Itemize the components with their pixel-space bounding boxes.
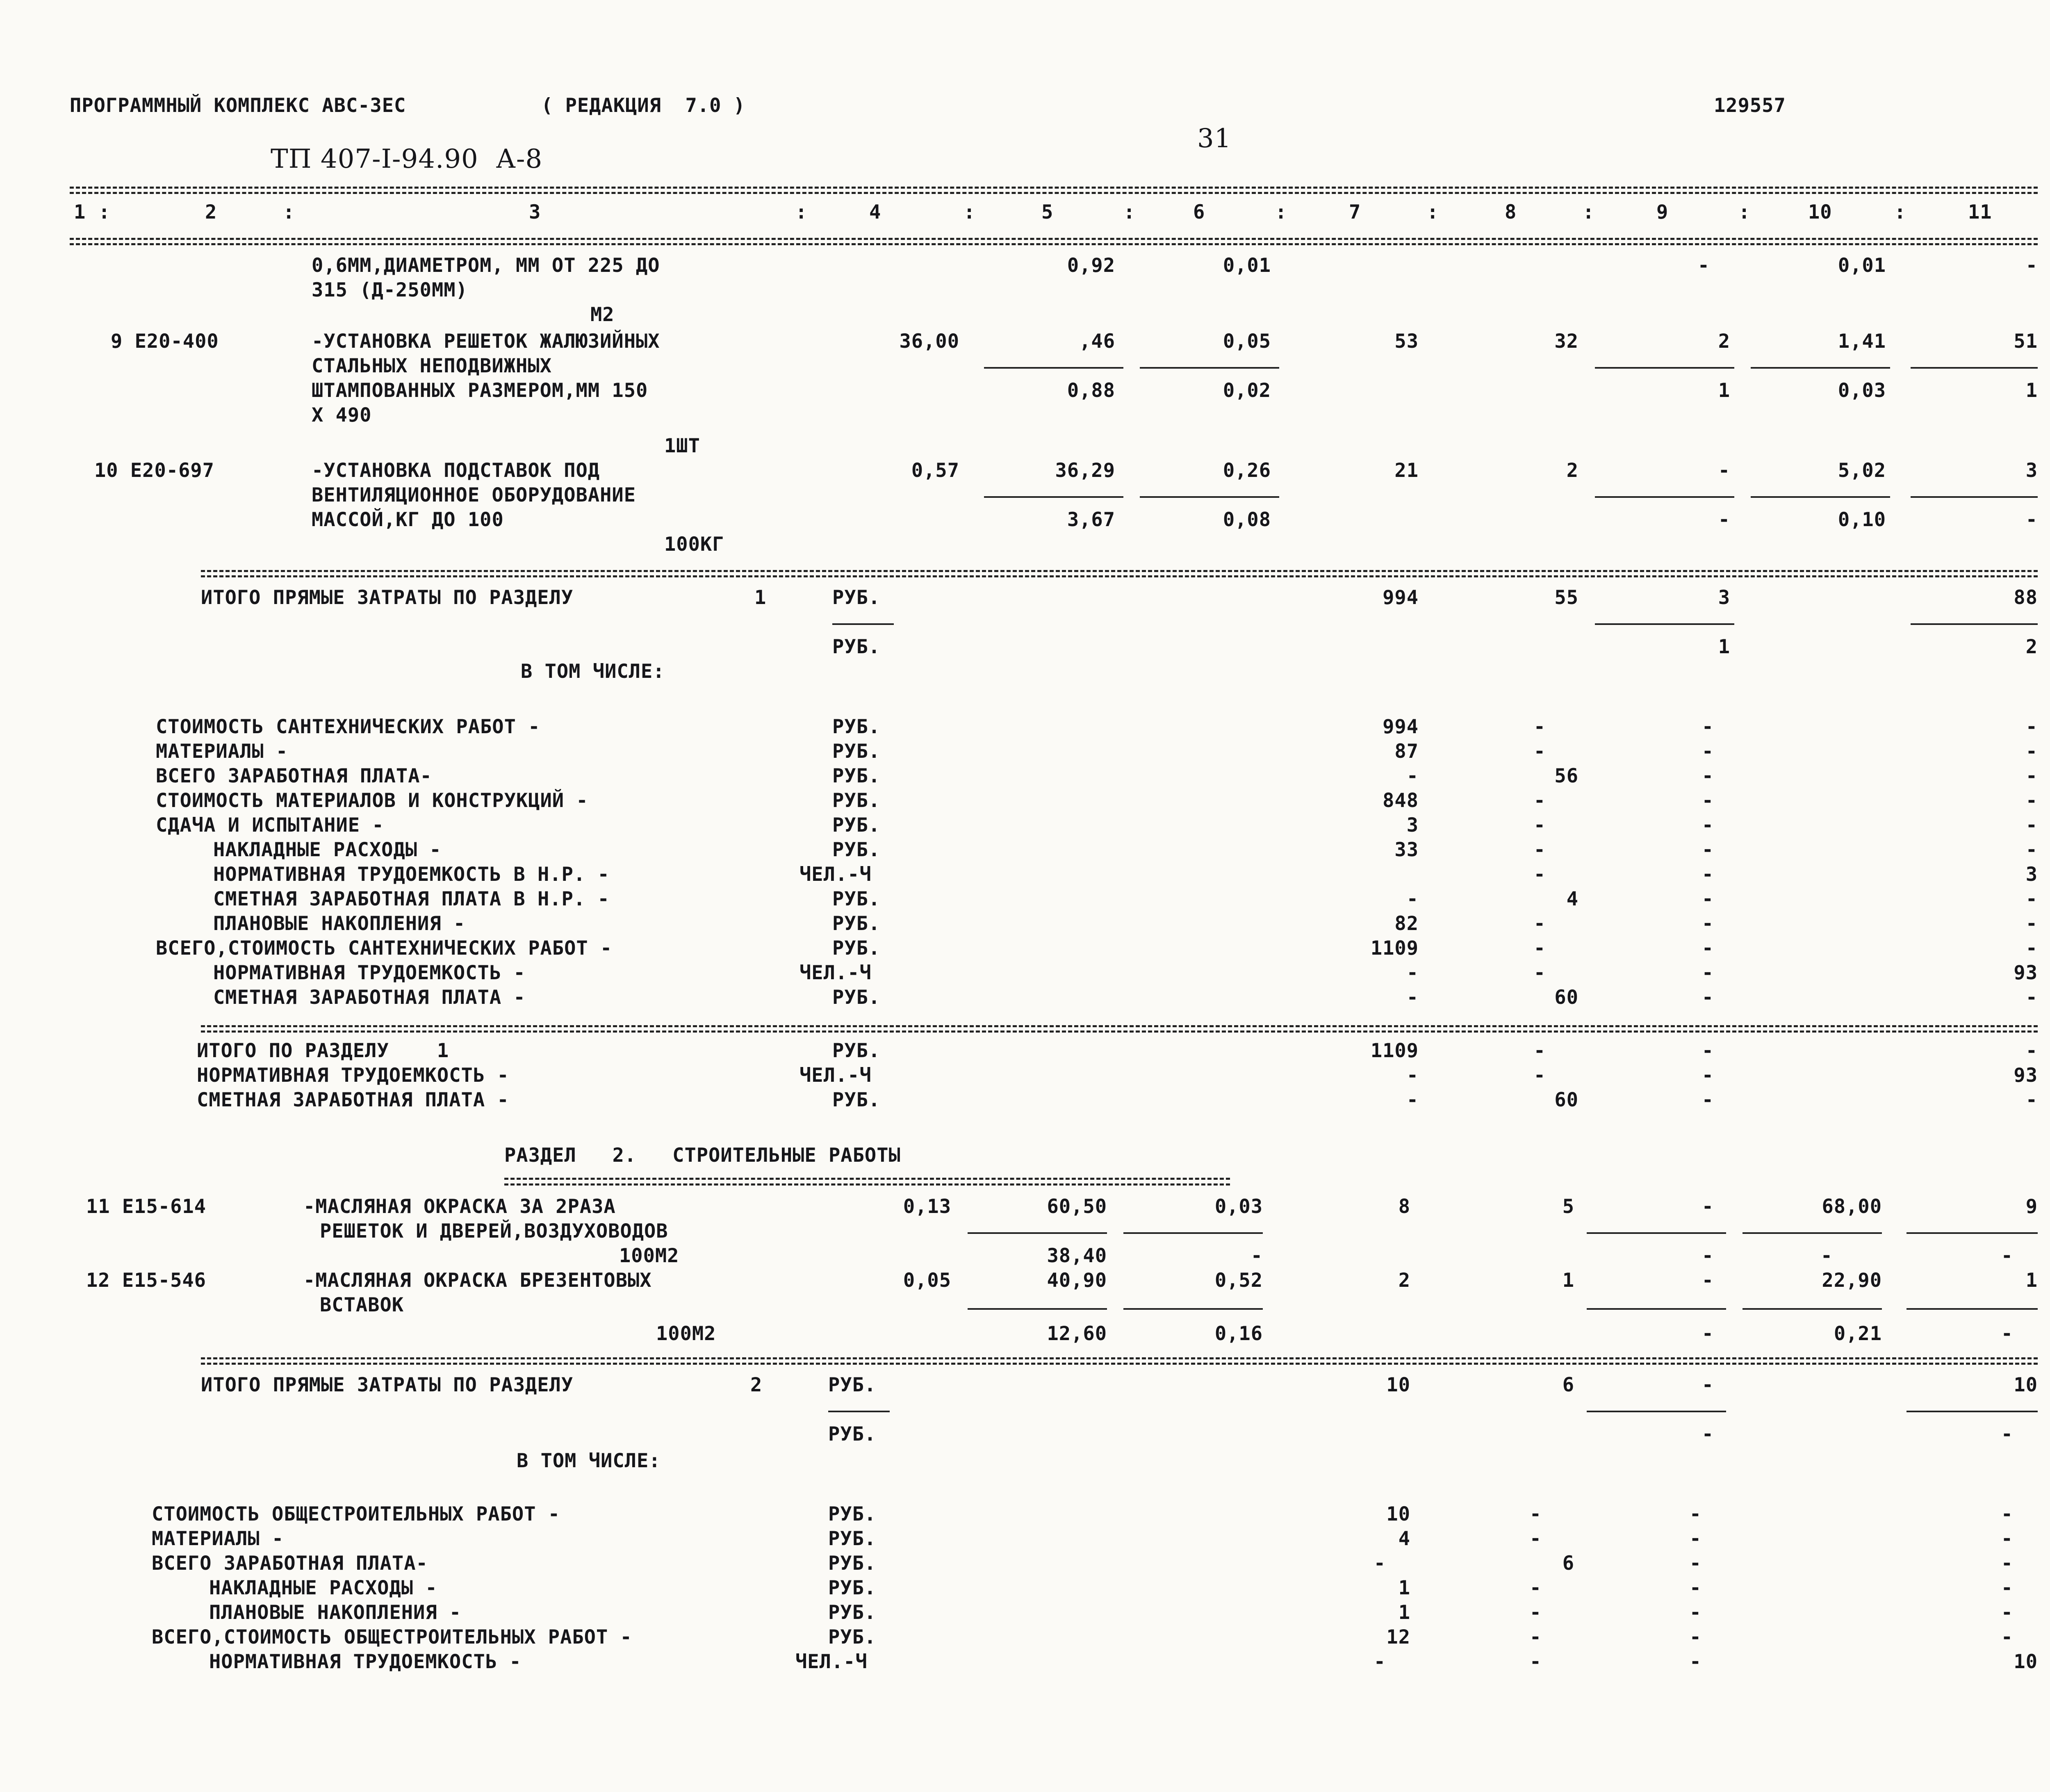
cell: 0,13	[903, 1195, 951, 1218]
unit: РУБ.	[832, 586, 881, 609]
cell: -	[1689, 1577, 1702, 1599]
cell: -	[1689, 1601, 1702, 1624]
cell: 0,01	[1838, 254, 1886, 277]
cell: 36,29	[1055, 459, 1115, 482]
row-description: РЕШЕТОК И ДВЕРЕЙ,ВОЗДУХОВОДОВ	[320, 1220, 668, 1243]
rule	[1906, 1411, 2038, 1412]
cell: -	[1702, 716, 1714, 738]
cell: -	[1702, 937, 1714, 960]
cell: 2	[2025, 636, 2038, 658]
rule	[201, 570, 2038, 572]
cell: 1	[1398, 1577, 1410, 1599]
cell: -	[1702, 888, 1714, 910]
cell: -	[2001, 1503, 2013, 1525]
cell: -	[2001, 1626, 2013, 1648]
column-separator: :	[1275, 201, 1287, 223]
cell: 1	[1718, 636, 1730, 658]
cell: 5,02	[1838, 459, 1886, 482]
cell: 22,90	[1822, 1269, 1882, 1292]
item-label: МАТЕРИАЛЫ -	[152, 1528, 284, 1550]
column-separator: :	[1738, 201, 1751, 223]
column-header: 5	[1041, 201, 1054, 223]
column-header: 11	[1968, 201, 1992, 223]
cell: 60	[1554, 986, 1578, 1009]
item-unit: ЧЕЛ.-Ч	[795, 1651, 868, 1673]
cell: -	[1533, 789, 1546, 812]
item-label: ВСЕГО ЗАРАБОТНАЯ ПЛАТА-	[152, 1552, 428, 1575]
section-title: РАЗДЕЛ 2. СТРОИТЕЛЬНЫЕ РАБОТЫ	[504, 1144, 901, 1167]
item-unit: РУБ.	[832, 789, 881, 812]
cell: -	[2025, 789, 2038, 812]
cell: -	[1533, 937, 1546, 960]
subheading: В ТОМ ЧИСЛЕ:	[517, 1450, 661, 1472]
item-label: СТОИМОСТЬ ОБЩЕСТРОИТЕЛЬНЫХ РАБОТ -	[152, 1503, 560, 1525]
cell: -	[1406, 1089, 1419, 1111]
row-description: -МАСЛЯНАЯ ОКРАСКА БРЕЗЕНТОВЫХ	[303, 1269, 652, 1292]
cell: -	[2025, 740, 2038, 763]
rule	[968, 1232, 1107, 1234]
cell: -	[2001, 1322, 2013, 1345]
doc-number: 129557	[1714, 94, 1786, 117]
page-number: 31	[1197, 123, 1232, 154]
cell: 5	[1562, 1195, 1574, 1218]
column-header: 8	[1505, 201, 1517, 223]
cell: -	[2025, 716, 2038, 738]
cell: -	[1529, 1528, 1542, 1550]
cell: 1109	[1370, 937, 1419, 960]
rule	[984, 496, 1123, 498]
cell: 10	[1386, 1503, 1410, 1525]
cell: 3	[1718, 586, 1730, 609]
rule	[1595, 623, 1734, 625]
cell: -	[1702, 1374, 1714, 1396]
cell: 40,90	[1047, 1269, 1107, 1292]
cell: 1	[2025, 1269, 2038, 1292]
cell: 1109	[1370, 1040, 1419, 1062]
cell: -	[1702, 765, 1714, 787]
cell: -	[1374, 1651, 1386, 1673]
cell: -	[1702, 789, 1714, 812]
item-unit: ЧЕЛ.-Ч	[800, 1064, 872, 1087]
column-header: 4	[869, 201, 882, 223]
column-header: 3	[529, 201, 541, 223]
column-separator: :	[1894, 201, 1906, 223]
cell: 0,21	[1834, 1322, 1882, 1345]
cell: -	[2001, 1528, 2013, 1550]
cell: -	[1702, 814, 1714, 837]
item-label: СМЕТНАЯ ЗАРАБОТНАЯ ПЛАТА -	[197, 1089, 509, 1111]
item-unit: РУБ.	[828, 1552, 877, 1575]
cell: 12,60	[1047, 1322, 1107, 1345]
subheading: В ТОМ ЧИСЛЕ:	[521, 660, 665, 683]
cell: 1	[1562, 1269, 1574, 1292]
cell: -	[1689, 1503, 1702, 1525]
column-separator: :	[1427, 201, 1439, 223]
cell: -	[1702, 839, 1714, 861]
cell: -	[1374, 1552, 1386, 1575]
total-number: 2	[750, 1374, 763, 1396]
rule	[1751, 367, 1890, 369]
cell: 2	[1566, 459, 1578, 482]
rule	[1587, 1232, 1726, 1234]
cell: -	[2001, 1552, 2013, 1575]
cell: -	[2001, 1601, 2013, 1624]
cell: 2	[1718, 330, 1730, 353]
item-unit: РУБ.	[828, 1626, 877, 1648]
cell: 51	[2014, 330, 2038, 353]
cell: 88	[2014, 586, 2038, 609]
cell: 93	[2014, 1064, 2038, 1087]
item-label: ИТОГО ПО РАЗДЕЛУ 1	[197, 1040, 449, 1062]
row-description: 0,6ММ,ДИАМЕТРОМ, ММ ОТ 225 ДО	[312, 254, 660, 277]
cell: -	[1702, 1040, 1714, 1062]
column-header: 9	[1656, 201, 1669, 223]
item-label: СДАЧА И ИСПЫТАНИЕ -	[156, 814, 384, 837]
cell: 0,05	[903, 1269, 951, 1292]
rule	[968, 1308, 1107, 1310]
cell: 1	[2025, 379, 2038, 402]
cell: -	[1702, 863, 1714, 886]
rule	[1595, 496, 1734, 498]
rule	[1911, 367, 2038, 369]
cell: -	[2025, 1040, 2038, 1062]
row-unit: М2	[590, 303, 615, 326]
item-unit: РУБ.	[832, 937, 881, 960]
cell: -	[1533, 1040, 1546, 1062]
column-header: 7	[1349, 201, 1361, 223]
cell: 994	[1383, 586, 1419, 609]
cell: 994	[1383, 716, 1419, 738]
item-label: СМЕТНАЯ ЗАРАБОТНАЯ ПЛАТА -	[213, 986, 526, 1009]
rule	[1742, 1232, 1882, 1234]
cell: 33	[1394, 839, 1419, 861]
rule	[504, 1183, 1230, 1186]
cell: -	[1533, 1064, 1546, 1087]
cell: -	[1702, 986, 1714, 1009]
cell: 848	[1383, 789, 1419, 812]
item-label: НОРМАТИВНАЯ ТРУДОЕМКОСТЬ В Н.Р. -	[213, 863, 610, 886]
rule	[70, 243, 2038, 245]
cell: -	[1529, 1503, 1542, 1525]
cell: -	[2025, 839, 2038, 861]
item-unit: РУБ.	[832, 814, 881, 837]
cell: -	[1718, 508, 1730, 531]
cell: 10	[1386, 1374, 1410, 1396]
cell: -	[1702, 1245, 1714, 1267]
cell: -	[1689, 1651, 1702, 1673]
cell: 3	[2025, 863, 2038, 886]
cell: 60	[1554, 1089, 1578, 1111]
cell: 21	[1394, 459, 1419, 482]
cell: -	[1689, 1528, 1702, 1550]
cell: -	[1406, 962, 1419, 984]
item-label: СМЕТНАЯ ЗАРАБОТНАЯ ПЛАТА В Н.Р. -	[213, 888, 610, 910]
cell: -	[1820, 1245, 1833, 1267]
cell: -	[1533, 863, 1546, 886]
row-description: 315 (Д-250ММ)	[312, 279, 468, 301]
cell: 0,03	[1838, 379, 1886, 402]
column-header: 2	[205, 201, 217, 223]
cell: 4	[1566, 888, 1578, 910]
edition: ( РЕДАКЦИЯ 7.0 )	[541, 94, 746, 117]
column-separator: :	[1583, 201, 1595, 223]
cell: 1	[1398, 1601, 1410, 1624]
cell: -	[2025, 986, 2038, 1009]
cell: 68,00	[1822, 1195, 1882, 1218]
cell: -	[1533, 716, 1546, 738]
item-unit: ЧЕЛ.-Ч	[800, 962, 872, 984]
cell: 38,40	[1047, 1245, 1107, 1267]
row-description: Х 490	[312, 404, 372, 426]
cell: -	[1533, 740, 1546, 763]
column-separator: :	[1123, 201, 1136, 223]
row-unit: 1ШТ	[664, 435, 700, 457]
cell: -	[1702, 1269, 1714, 1292]
item-unit: ЧЕЛ.-Ч	[800, 863, 872, 886]
column-separator: :	[98, 201, 111, 223]
item-label: ВСЕГО ЗАРАБОТНАЯ ПЛАТА-	[156, 765, 432, 787]
cell: -	[1718, 459, 1730, 482]
rule	[828, 1411, 890, 1412]
cell: -	[1689, 1626, 1702, 1648]
cell: -	[1533, 962, 1546, 984]
item-unit: РУБ.	[832, 765, 881, 787]
rule	[201, 1031, 2038, 1033]
cell: 0,01	[1223, 254, 1271, 277]
item-unit: РУБ.	[832, 839, 881, 861]
rule	[1587, 1308, 1726, 1310]
row-unit: 100М2	[656, 1322, 716, 1345]
item-label: НАКЛАДНЫЕ РАСХОДЫ -	[209, 1577, 437, 1599]
rule	[1911, 496, 2038, 498]
rule	[201, 575, 2038, 577]
rule	[1595, 367, 1734, 369]
cell: -	[2025, 508, 2038, 531]
rule	[1587, 1411, 1726, 1412]
cell: 10	[2014, 1651, 2038, 1673]
cell: 6	[1562, 1552, 1574, 1575]
item-unit: РУБ.	[828, 1528, 877, 1550]
rule	[504, 1178, 1230, 1180]
column-header: 1	[74, 201, 86, 223]
row-unit: 100КГ	[664, 533, 724, 556]
cell: 3	[2025, 459, 2038, 482]
item-unit: РУБ.	[832, 1040, 881, 1062]
cell: 93	[2014, 962, 2038, 984]
cell: 53	[1394, 330, 1419, 353]
rule	[1911, 623, 2038, 625]
total-label: ИТОГО ПРЯМЫЕ ЗАТРАТЫ ПО РАЗДЕЛУ	[201, 586, 574, 609]
cell: -	[1406, 765, 1419, 787]
item-label: ПЛАНОВЫЕ НАКОПЛЕНИЯ -	[209, 1601, 462, 1624]
cell: 0,16	[1214, 1322, 1263, 1345]
cell: 60,50	[1047, 1195, 1107, 1218]
row-description: -УСТАНОВКА РЕШЕТОК ЖАЛЮЗИЙНЫХ	[312, 330, 660, 353]
cell: -	[1702, 1423, 1714, 1445]
cell: -	[1533, 839, 1546, 861]
cell: 32	[1554, 330, 1578, 353]
cell: -	[2025, 1089, 2038, 1111]
item-label: НОРМАТИВНАЯ ТРУДОЕМКОСТЬ -	[213, 962, 526, 984]
cell: -	[2001, 1577, 2013, 1599]
row-number: 12 Е15-546	[86, 1269, 206, 1292]
column-header: 10	[1808, 201, 1832, 223]
cell: 0,26	[1223, 459, 1271, 482]
item-label: ВСЕГО,СТОИМОСТЬ ОБЩЕСТРОИТЕЛЬНЫХ РАБОТ -	[152, 1626, 632, 1648]
item-label: СТОИМОСТЬ МАТЕРИАЛОВ И КОНСТРУКЦИЙ -	[156, 789, 588, 812]
item-unit: РУБ.	[828, 1577, 877, 1599]
cell: -	[1689, 1552, 1702, 1575]
cell: -	[1702, 1064, 1714, 1087]
rule	[201, 1025, 2038, 1027]
item-unit: РУБ.	[832, 912, 881, 935]
cell: -	[2025, 912, 2038, 935]
cell: 10	[2014, 1374, 2038, 1396]
cell: -	[2025, 814, 2038, 837]
rule	[1742, 1308, 1882, 1310]
cell: ,46	[1079, 330, 1115, 353]
column-header: 6	[1193, 201, 1205, 223]
cell: -	[2025, 937, 2038, 960]
item-unit: РУБ.	[832, 888, 881, 910]
cell: 9	[2025, 1195, 2038, 1218]
cell: 1	[1718, 379, 1730, 402]
cell: 4	[1398, 1528, 1410, 1550]
cell: -	[2001, 1245, 2013, 1267]
item-unit: РУБ.	[832, 716, 881, 738]
cell: -	[1697, 254, 1710, 277]
rule	[201, 1363, 2038, 1365]
cell: 12	[1386, 1626, 1410, 1648]
rule	[70, 192, 2038, 194]
rule	[1123, 1232, 1263, 1234]
cell: 8	[1398, 1195, 1410, 1218]
rule	[1906, 1232, 2038, 1234]
unit: РУБ.	[832, 636, 881, 658]
column-separator: :	[963, 201, 976, 223]
column-separator: :	[283, 201, 295, 223]
cell: -	[1702, 1195, 1714, 1218]
rule	[984, 367, 1123, 369]
cell: -	[1529, 1577, 1542, 1599]
cell: -	[1529, 1601, 1542, 1624]
cell: -	[1702, 1089, 1714, 1111]
cell: 0,10	[1838, 508, 1886, 531]
unit: РУБ.	[828, 1374, 877, 1396]
row-unit: 100М2	[619, 1245, 679, 1267]
row-description: ВСТАВОК	[320, 1294, 404, 1316]
rule	[1140, 496, 1279, 498]
cell: 0,57	[911, 459, 959, 482]
item-label: МАТЕРИАЛЫ -	[156, 740, 288, 763]
cell: -	[1533, 814, 1546, 837]
item-label: ПЛАНОВЫЕ НАКОПЛЕНИЯ -	[213, 912, 466, 935]
unit: РУБ.	[828, 1423, 877, 1445]
cell: 87	[1394, 740, 1419, 763]
cell: 0,52	[1214, 1269, 1263, 1292]
item-unit: РУБ.	[832, 740, 881, 763]
row-number: 11 Е15-614	[86, 1195, 206, 1218]
rule	[201, 1357, 2038, 1359]
cell: -	[1529, 1626, 1542, 1648]
cell: -	[1702, 1322, 1714, 1345]
cell: 0,88	[1067, 379, 1115, 402]
cell: -	[2001, 1423, 2013, 1445]
cell: 0,03	[1214, 1195, 1263, 1218]
item-label: ВСЕГО,СТОИМОСТЬ САНТЕХНИЧЕСКИХ РАБОТ -	[156, 937, 613, 960]
cell: 36,00	[899, 330, 959, 353]
cell: -	[1702, 912, 1714, 935]
cell: 56	[1554, 765, 1578, 787]
item-label: НОРМАТИВНАЯ ТРУДОЕМКОСТЬ -	[209, 1651, 522, 1673]
cell: -	[1533, 912, 1546, 935]
rule	[832, 623, 894, 625]
total-number: 1	[754, 586, 767, 609]
cell: -	[2025, 888, 2038, 910]
total-label: ИТОГО ПРЯМЫЕ ЗАТРАТЫ ПО РАЗДЕЛУ	[201, 1374, 574, 1396]
project-code: ТП 407-I-94.90 А-8	[271, 144, 543, 174]
cell: -	[1529, 1651, 1542, 1673]
cell: 3,67	[1067, 508, 1115, 531]
cell: 3	[1406, 814, 1419, 837]
row-description: ШТАМПОВАННЫХ РАЗМЕРОМ,ММ 150	[312, 379, 648, 402]
cell: -	[2025, 254, 2038, 277]
cell: -	[1250, 1245, 1263, 1267]
item-unit: РУБ.	[828, 1601, 877, 1624]
rule	[1751, 496, 1890, 498]
cell: 0,92	[1067, 254, 1115, 277]
item-label: СТОИМОСТЬ САНТЕХНИЧЕСКИХ РАБОТ -	[156, 716, 540, 738]
item-label: НАКЛАДНЫЕ РАСХОДЫ -	[213, 839, 442, 861]
item-label: НОРМАТИВНАЯ ТРУДОЕМКОСТЬ -	[197, 1064, 509, 1087]
rule	[1123, 1308, 1263, 1310]
row-description: СТАЛЬНЫХ НЕПОДВИЖНЫХ	[312, 355, 552, 377]
program-title: ПРОГРАММНЫЙ КОМПЛЕКС АВС-ЗЕС	[70, 94, 406, 117]
row-number: 10 Е20-697	[94, 459, 214, 482]
rule	[1140, 367, 1279, 369]
item-unit: РУБ.	[832, 1089, 881, 1111]
cell: -	[1406, 986, 1419, 1009]
cell: 2	[1398, 1269, 1410, 1292]
cell: 82	[1394, 912, 1419, 935]
rule	[70, 187, 2038, 189]
rule	[1906, 1308, 2038, 1310]
cell: 1,41	[1838, 330, 1886, 353]
cell: 6	[1562, 1374, 1574, 1396]
row-description: -МАСЛЯНАЯ ОКРАСКА ЗА 2РАЗА	[303, 1195, 616, 1218]
row-description: -УСТАНОВКА ПОДСТАВОК ПОД	[312, 459, 600, 482]
column-separator: :	[795, 201, 808, 223]
cell: 0,02	[1223, 379, 1271, 402]
cell: 55	[1554, 586, 1578, 609]
cell: -	[1702, 740, 1714, 763]
cell: 0,08	[1223, 508, 1271, 531]
cell: -	[1702, 962, 1714, 984]
row-description: МАССОЙ,КГ ДО 100	[312, 508, 504, 531]
cell: -	[1406, 1064, 1419, 1087]
cell: -	[1406, 888, 1419, 910]
cell: -	[2025, 765, 2038, 787]
item-unit: РУБ.	[828, 1503, 877, 1525]
row-number: 9 Е20-400	[111, 330, 219, 353]
rule	[70, 238, 2038, 240]
row-description: ВЕНТИЛЯЦИОННОЕ ОБОРУДОВАНИЕ	[312, 484, 636, 506]
item-unit: РУБ.	[832, 986, 881, 1009]
cell: 0,05	[1223, 330, 1271, 353]
